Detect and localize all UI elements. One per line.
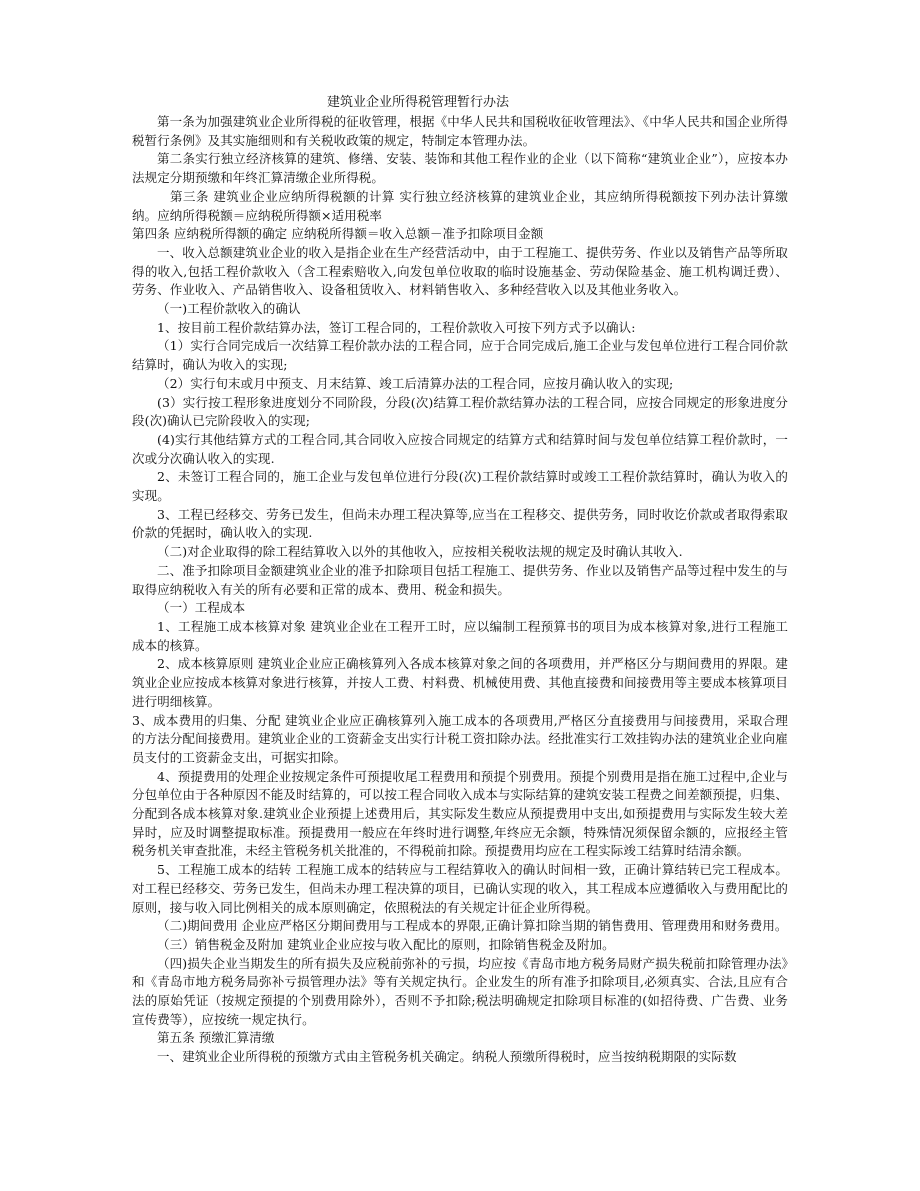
paragraph: （2）实行旬末或月中预支、月末结算、竣工后清算办法的工程合同，应按月确认收入的实现; (157, 375, 674, 391)
paragraph: 第三条 建筑业企业应纳所得税额的计算 实行独立经济核算的建筑业企业，其应纳所得税额按下列办法计算缴纳。应纳所得税额＝应纳税所得额×适用税率 (132, 188, 788, 223)
paragraph: （四)损失企业当期发生的所有损失及应税前弥补的亏损，均应按《青岛市地方税务局财产损失税前扣除管理办法》和《青岛市地方税务局弥补亏损管理办法》等有关规定执行。企业发生的所有准予扣除项目,必须真实、合法,且应有合法的原始凭证（按规定预提的个别费用除外），否则不予扣除;税法明确规定扣除项目标准的(如招待费、广告费、业务宣传费等），应按统一规定执行。 (132, 955, 788, 1027)
paragraph: （二)期间费用 企业应严格区分期间费用与工程成本的界限,正确计算扣除当期的销售费用、管理费用和财务费用。 (157, 918, 788, 934)
paragraph: 一、收入总额建筑业企业的收入是指企业在生产经营活动中，由于工程施工、提供劳务、作业以及销售产品等所取得的收入,包括工程价款收入（含工程索赔收入,向发包单位收取的临时设施基金、劳动保险基金、施工机构调迁费）、劳务、作业收入、产品销售收入、设备租赁收入、材料销售收入、多种经营收入以及其他业务收入。 (132, 244, 788, 298)
paragraph: 第四条 应纳税所得额的确定 应纳税所得额＝收入总额－准予扣除项目金额 (132, 226, 544, 242)
document-title: 建筑业企业所得税管理暂行办法 (327, 95, 510, 110)
paragraph: 第二条实行独立经济核算的建筑、修缮、安装、装饰和其他工程作业的企业（以下简称“建筑业企业”），应按本办法规定分期预缴和年终汇算清缴企业所得税。 (132, 151, 788, 186)
paragraph: (3）实行按工程形象进度划分不同阶段，分段(次)结算工程价款结算办法的工程合同，应按合同规定的形象进度分段(次)确认已完阶段收入的实现; (132, 394, 788, 429)
paragraph: 2、未签订工程合同的，施工企业与发包单位进行分段(次)工程价款结算时或竣工工程价款结算时，确认为收入的实现。 (132, 469, 788, 504)
paragraph: （三）销售税金及附加 建筑业企业应按与收入配比的原则，扣除销售税金及附加。 (157, 936, 615, 952)
paragraph: 第一条为加强建筑业企业所得税的征收管理，根据《中华人民共和国税收征收管理法》、《中华人民共和国企业所得税暂行条例》及其实施细则和有关税收政策的规定，特制定本管理办法。 (132, 114, 788, 148)
paragraph: 3、工程已经移交、劳务已发生，但尚未办理工程决算等,应当在工程移交、提供劳务，同时收讫价款或者取得索取价款的凭据时，确认收入的实现. (132, 506, 788, 541)
paragraph: 5、工程施工成本的结转 工程施工成本的结转应与工程结算收入的确认时间相一致，正确计算结转已完工程成本。对工程已经移交、劳务已发生，但尚未办理工程决算的项目，已确认实现的收入，其工程成本应遵循收入与费用配比的原则，接与收入同比例相关的成本原则确定，依照税法的有关规定计征企业所得税。 (132, 862, 788, 915)
paragraph: (4)实行其他结算方式的工程合同,其合同收入应按合同规定的结算方式和结算时间与发包单位结算工程价款时，一次或分次确认收入的实现. (132, 431, 788, 466)
paragraph: 1、工程施工成本核算对象 建筑业企业在工程开工时，应以编制工程预算书的项目为成本核算对象,进行工程施工成本的核算。 (132, 618, 788, 653)
paragraph: 2、成本核算原则 建筑业企业应正确核算列入各成本核算对象之间的各项费用，并严格区分与期间费用的界限。建筑业企业应按成本核算对象进行核算，并按人工费、村料费、机械使用费、其他直接费和间接费用等主要成本核算项目进行明细核算。 (132, 656, 788, 709)
paragraph: 一、建筑业企业所得税的预缴方式由主管税务机关确定。纳税人预缴所得税时，应当按纳税期限的实际数 (157, 1049, 737, 1065)
paragraph: （1）实行合同完成后一次结算工程价款办法的工程合同，应于合同完成后,施工企业与发包单位进行工程合同价款结算时，确认为收入的实现; (132, 338, 788, 373)
paragraph: 4、预提费用的处理企业按规定条件可预提收尾工程费用和预提个别费用。预提个别费用是指在施工过程中,企业与分包单位由于各种原因不能及时结算的，可以按工程合同收入成本与实际结算的建筑安装工程费之间差额预提，归集、分配到各成本核算对象.建筑业企业预提上述费用后，其实际发生数应从预提费用中支出,如预提费用与实际发生较大差异时，应及时调整提取标准。预提费用一般应在年终时进行调整,年终应无余额，特殊情况须保留余额的，应报经主管税务机关审查批准，未经主管税务机关批准的，不得税前扣除。预提费用均应在工程实际竣工结算时结清余额。 (132, 768, 788, 859)
paragraph: 第五条 预缴汇算清缴 (157, 1030, 275, 1046)
document-body (132, 113, 788, 1067)
paragraph: 3、成本费用的归集、分配 建筑业企业应正确核算列入施工成本的各项费用,严格区分直接费用与间接费用，采取合理的方法分配间接费用。建筑业企业的工资薪金支出实行计税工资扣除办法。经批准实行工效挂钩办法的建筑业企业向雇员支付的工资薪金支出，可据实扣除。 (132, 712, 788, 765)
paragraph: 1、按目前工程价款结算办法，签订工程合同的，工程价款收入可按下列方式予以确认: (157, 319, 636, 335)
paragraph: 二、准予扣除项目金额建筑业企业的准予扣除项目包括工程施工、提供劳务、作业以及销售产品等过程中发生的与取得应纳税收入有关的所有必要和正常的成本、费用、税金和损失。 (132, 562, 788, 597)
paragraph: （一）工程成本 (157, 600, 246, 616)
paragraph: （一)工程价款收入的确认 (157, 301, 301, 317)
paragraph: （二)对企业取得的除工程结算收入以外的其他收入，应按相关税收法规的规定及时确认其收入. (157, 544, 683, 560)
